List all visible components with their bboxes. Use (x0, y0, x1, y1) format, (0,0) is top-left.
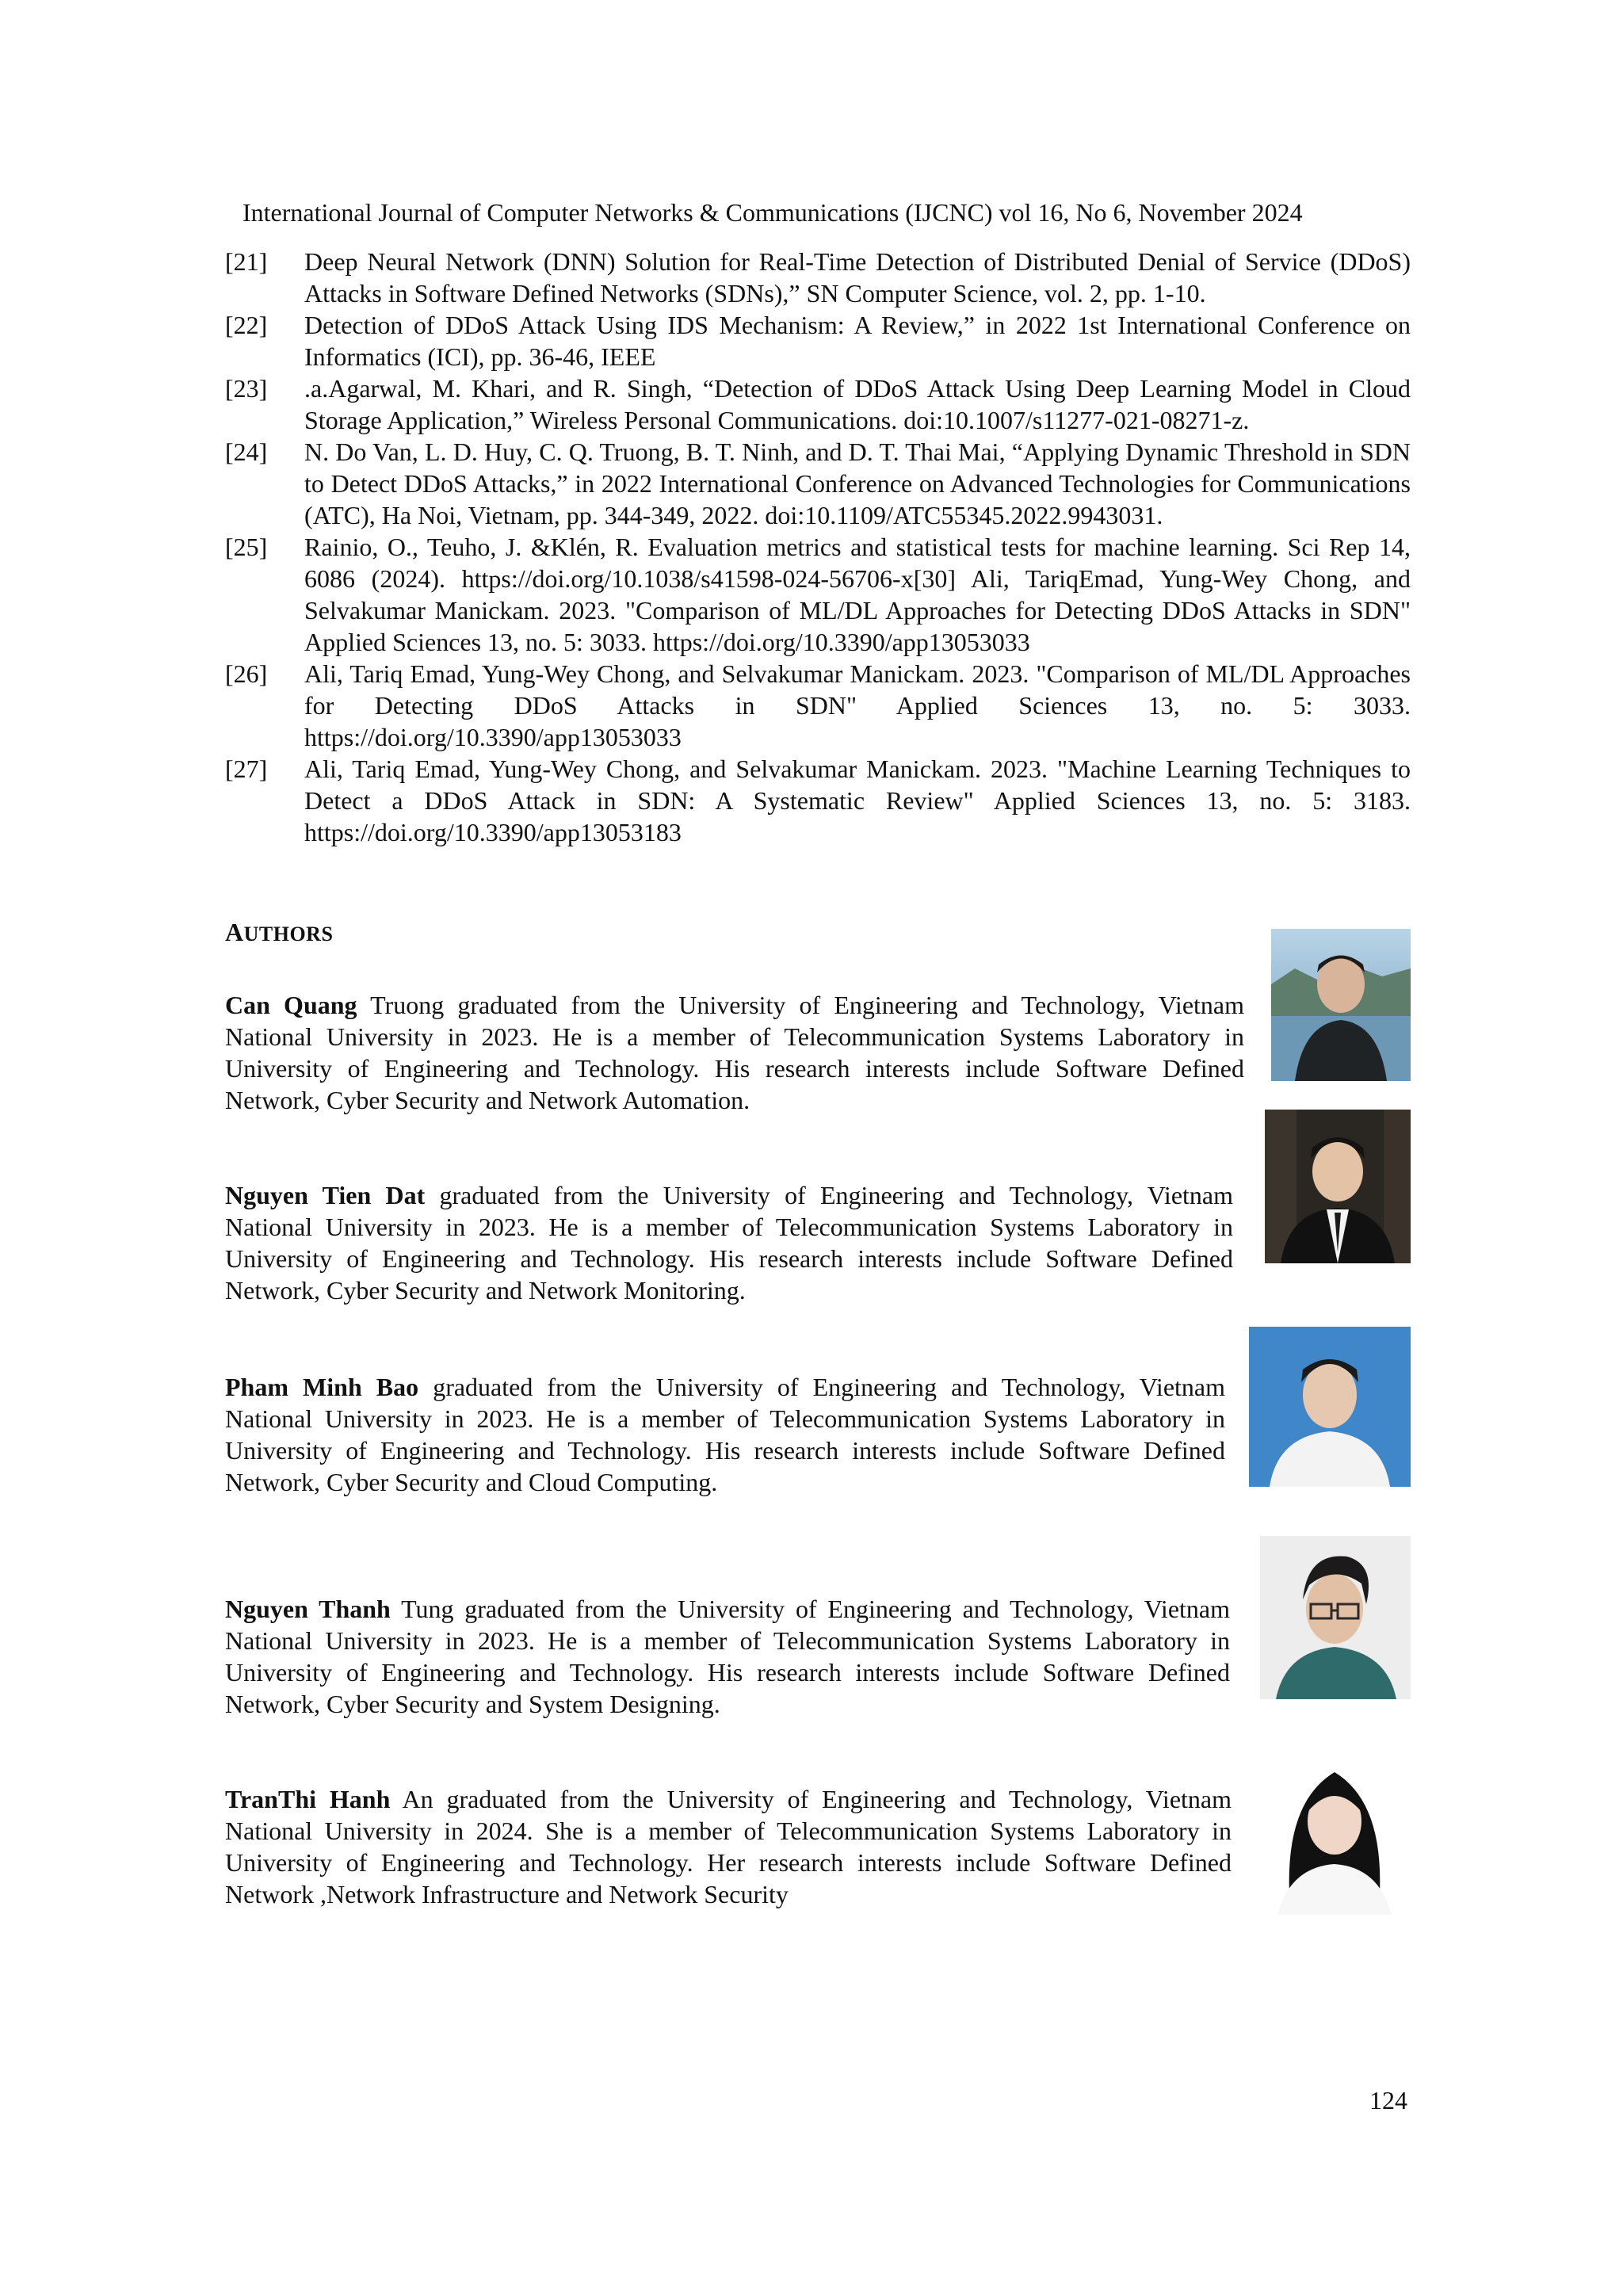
reference-text: Ali, Tariq Emad, Yung-Wey Chong, and Selvakumar Manickam. 2023. "Machine Learning Techniques to Detect a DDoS Attack in SDN: A Systematic Review" Applied Sciences 13, no. 5: 3183. https://doi.org/10.3390/app13053183 (304, 755, 1411, 846)
reference-text: .a.Agarwal, M. Khari, and R. Singh, “Detection of DDoS Attack Using Deep Learning Model in Cloud Storage Application,” Wireless Personal Communications. doi:10.1007/s11277-021-08271-z. (304, 374, 1411, 434)
reference-item (225, 309, 1411, 372)
page-number: 124 (1369, 2086, 1407, 2115)
portrait-photo-icon (1271, 929, 1411, 1081)
portrait-photo-icon (1258, 1748, 1411, 1915)
authors-heading-initial: A (225, 918, 244, 946)
reference-list (225, 246, 1411, 848)
author-bio-text: An graduated from the University of Engineering and Technology, Vietnam National University in 2024. She is a member of Telecommunication Systems Laboratory in University of Engineering and Technology. Her research interests include Software Defined Network ,Network Infrastructure and Network Security (225, 1785, 1232, 1908)
reference-number: [23] (225, 374, 268, 403)
author-photo (1271, 929, 1411, 1081)
author-name: Nguyen Tien Dat (225, 1181, 426, 1209)
reference-item (225, 753, 1411, 848)
author-photo (1265, 1110, 1411, 1263)
reference-item (225, 531, 1411, 658)
reference-number: [26] (225, 659, 268, 688)
reference-item (225, 372, 1411, 436)
author-photo (1260, 1536, 1411, 1699)
portrait-photo-icon (1265, 1110, 1411, 1263)
reference-number: [27] (225, 755, 268, 783)
author-name: Nguyen Thanh (225, 1595, 391, 1623)
author-name: Pham Minh Bao (225, 1373, 419, 1401)
reference-item (225, 658, 1411, 753)
portrait-photo-icon (1249, 1327, 1411, 1487)
author-name: TranThi Hanh (225, 1785, 391, 1813)
author-bio (225, 1179, 1233, 1306)
author-photo (1249, 1327, 1411, 1487)
reference-text: N. Do Van, L. D. Huy, C. Q. Truong, B. T. Ninh, and D. T. Thai Mai, “Applying Dynamic Threshold in SDN to Detect DDoS Attacks,” in 2022 International Conference on Advanced Technologies for Communications (ATC), Ha Noi, Vietnam, pp. 344-349, 2022. doi:10.1109/ATC55345.2022.9943031. (304, 437, 1411, 529)
author-photo (1258, 1748, 1411, 1915)
authors-heading-rest: UTHORS (243, 923, 334, 946)
author-bio (225, 989, 1244, 1116)
reference-text: Detection of DDoS Attack Using IDS Mechanism: A Review,” in 2022 1st International Conference on Informatics (ICI), pp. 36-46, IEEE (304, 311, 1411, 371)
author-bio-text: graduated from the University of Engineering and Technology, Vietnam National University in 2023. He is a member of Telecommunication Systems Laboratory in University of Engineering and Technology. His research interests include Software Defined Network, Cyber Security and Network Monitoring. (225, 1181, 1234, 1305)
authors-heading (225, 918, 333, 947)
portrait-photo-icon (1260, 1536, 1411, 1699)
author-bio (225, 1371, 1225, 1498)
author-bio-text: Tung graduated from the University of Engineering and Technology, Vietnam National University in 2023. He is a member of Telecommunication Systems Laboratory in University of Engineering and Technology. His research interests include Software Defined Network, Cyber Security and System Designing. (225, 1595, 1231, 1718)
author-bio (225, 1593, 1230, 1720)
author-bio-text: graduated from the University of Engineering and Technology, Vietnam National University in 2023. He is a member of Telecommunication Systems Laboratory in University of Engineering and Technology. His research interests include Software Defined Network, Cyber Security and Cloud Computing. (225, 1373, 1226, 1496)
author-bio-text: Truong graduated from the University of Engineering and Technology, Vietnam National University in 2023. He is a member of Telecommunication Systems Laboratory in University of Engineering and Technology. His research interests include Software Defined Network, Cyber Security and Network Automation. (225, 991, 1245, 1114)
reference-item (225, 436, 1411, 531)
reference-item (225, 246, 1411, 309)
author-bio (225, 1783, 1232, 1910)
reference-number: [21] (225, 247, 268, 276)
reference-number: [25] (225, 533, 268, 561)
reference-number: [24] (225, 437, 268, 466)
journal-header: International Journal of Computer Networks & Communications (IJCNC) vol 16, No 6, November 2024 (242, 198, 1303, 227)
reference-text: Deep Neural Network (DNN) Solution for Real-Time Detection of Distributed Denial of Service (DDoS) Attacks in Software Defined Networks (SDNs),” SN Computer Science, vol. 2, pp. 1-10. (304, 247, 1411, 308)
author-name: Can Quang (225, 991, 357, 1019)
reference-text: Ali, Tariq Emad, Yung-Wey Chong, and Selvakumar Manickam. 2023. "Comparison of ML/DL Approaches for Detecting DDoS Attacks in SDN" Applied Sciences 13, no. 5: 3033. https://doi.org/10.3390/app13053033 (304, 659, 1411, 751)
reference-text: Rainio, O., Teuho, J. &Klén, R. Evaluation metrics and statistical tests for machine learning. Sci Rep 14, 6086 (2024). https://doi.org/10.1038/s41598-024-56706-x[30] Ali, TariqEmad, Yung-Wey Chong, and Selvakumar Manickam. 2023. "Comparison of ML/DL Approaches for Detecting DDoS Attacks in SDN" Applied Sciences 13, no. 5: 3033. https://doi.org/10.3390/app13053033 (304, 533, 1411, 656)
reference-number: [22] (225, 311, 268, 339)
